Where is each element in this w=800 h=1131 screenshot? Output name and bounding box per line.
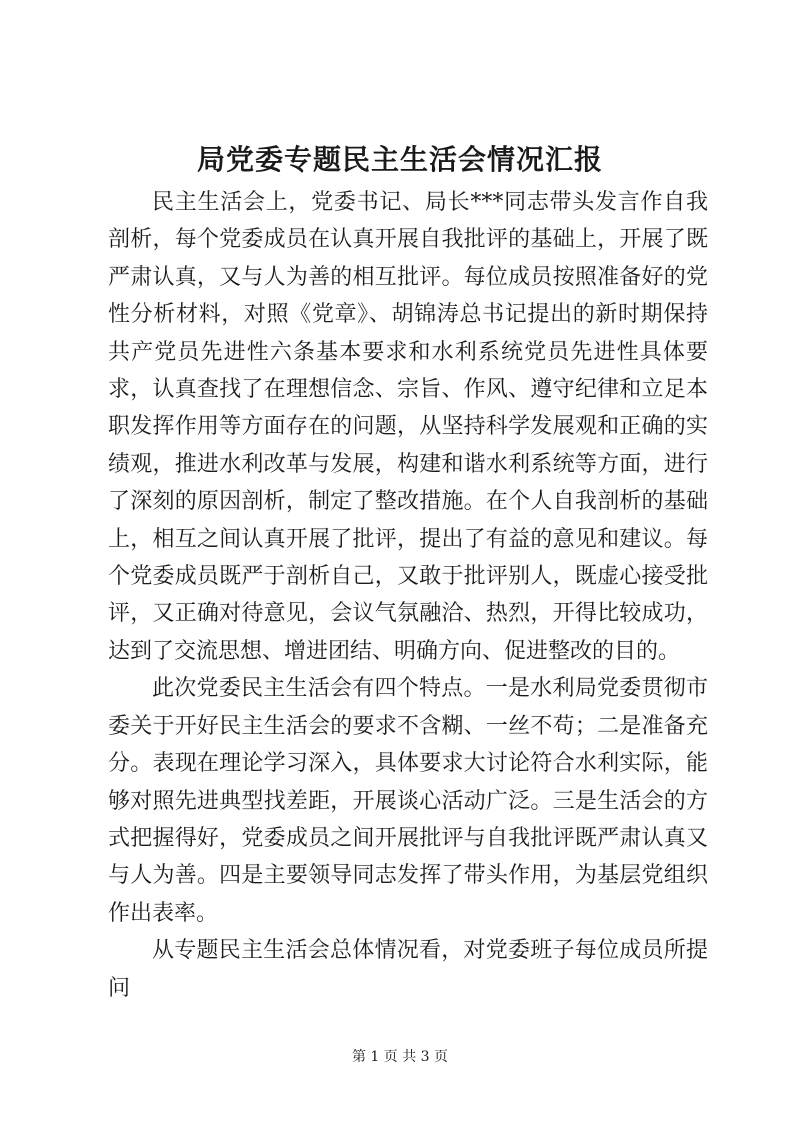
paragraph-2: 此次党委民主生活会有四个特点。一是水利局党委贯彻市委关于开好民主生活会的要求不含糊、一丝不苟；二是准备充分。表现在理论学习深入，具体要求大讨论符合水利实际，能够对照先进典型找差距，开展谈心活动广泛。三是生活会的方式把握得好，党委成员之间开展批评与自我批评既严肃认真又与人为善。四是主要领导同志发挥了带头作用，为基层党组织作出表率。 <box>108 676 708 926</box>
document-body <box>108 184 708 1007</box>
paragraph-3: 从专题民主生活会总体情况看，对党委班子每位成员所提问 <box>108 938 708 1001</box>
paragraph-1: 民主生活会上，党委书记、局长***同志带头发言作自我剖析，每个党委成员在认真开展自我批评的基础上，开展了既严肃认真，又与人为善的相互批评。每位成员按照准备好的党性分析材料，对照《党章》、胡锦涛总书记提出的新时期保持共产党员先进性六条基本要求和水利系统党员先进性具体要求，认真查找了在理想信念、宗旨、作风、遵守纪律和立足本职发挥作用等方面存在的问题，从坚持科学发展观和正确的实绩观，推进水利改革与发展，构建和谐水利系统等方面，进行了深刻的原因剖析，制定了整改措施。在个人自我剖析的基础上，相互之间认真开展了批评，提出了有益的意见和建议。每个党委成员既严于剖析自己，又敢于批评别人，既虚心接受批评，又正确对待意见，会议气氛融洽、热烈，开得比较成功，达到了交流思想、增进团结、明确方向、促进整改的目的。 <box>108 190 708 664</box>
page-footer: 第 1 页 共 3 页 <box>351 1049 449 1065</box>
document-title: 局党委专题民主生活会情况汇报 <box>196 143 603 176</box>
